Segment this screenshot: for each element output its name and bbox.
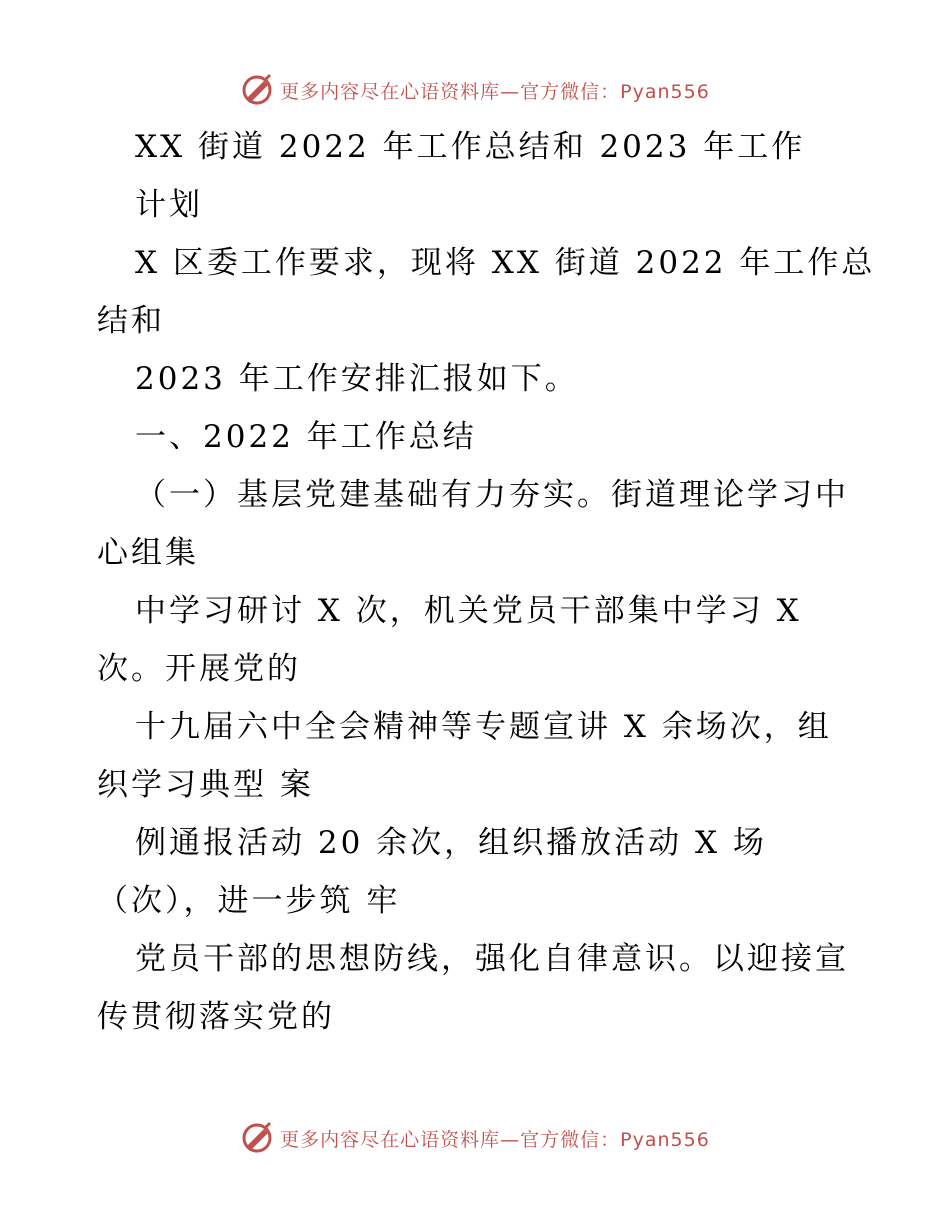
text-line: 计划: [135, 187, 203, 223]
text-line: X 区委工作要求，现将 XX 街道 2022 年工作总: [135, 245, 876, 281]
pen-seal-icon: [240, 1121, 274, 1155]
text-line: 例通报活动 20 余次，组织播放活动 X 场: [135, 825, 767, 861]
footer-banner: [0, 1118, 950, 1158]
text-line: （一）基层党建基础有力夯实。街道理论学习中: [135, 477, 849, 513]
pen-seal-icon: [240, 73, 274, 107]
text-line: （次），进一步筑 牢: [97, 883, 401, 919]
text-line: 中学习研讨 X 次，机关党员干部集中学习 X: [135, 593, 802, 629]
footer-banner-text: 更多内容尽在心语资料库—官方微信：Pyan556: [280, 1128, 710, 1151]
text-line: XX 街道 2022 年工作总结和 2023 年工作: [135, 129, 806, 165]
header-banner-text: 更多内容尽在心语资料库—官方微信：Pyan556: [280, 80, 710, 103]
text-line: 织学习典型 案: [97, 767, 314, 803]
text-line: 心组集: [97, 535, 199, 571]
text-line: 2023 年工作安排汇报如下。: [135, 361, 579, 397]
header-banner: [0, 70, 950, 110]
text-line: 结和: [97, 303, 165, 339]
text-line: 次。开展党的: [97, 651, 301, 687]
text-line: 十九届六中全会精神等专题宣讲 X 余场次，组: [135, 709, 832, 745]
text-line: 一、2022 年工作总结: [135, 419, 477, 455]
text-line: 党员干部的思想防线，强化自律意识。以迎接宣: [135, 941, 849, 977]
document-body: [97, 118, 876, 1046]
text-line: 传贯彻落实党的: [97, 999, 335, 1035]
